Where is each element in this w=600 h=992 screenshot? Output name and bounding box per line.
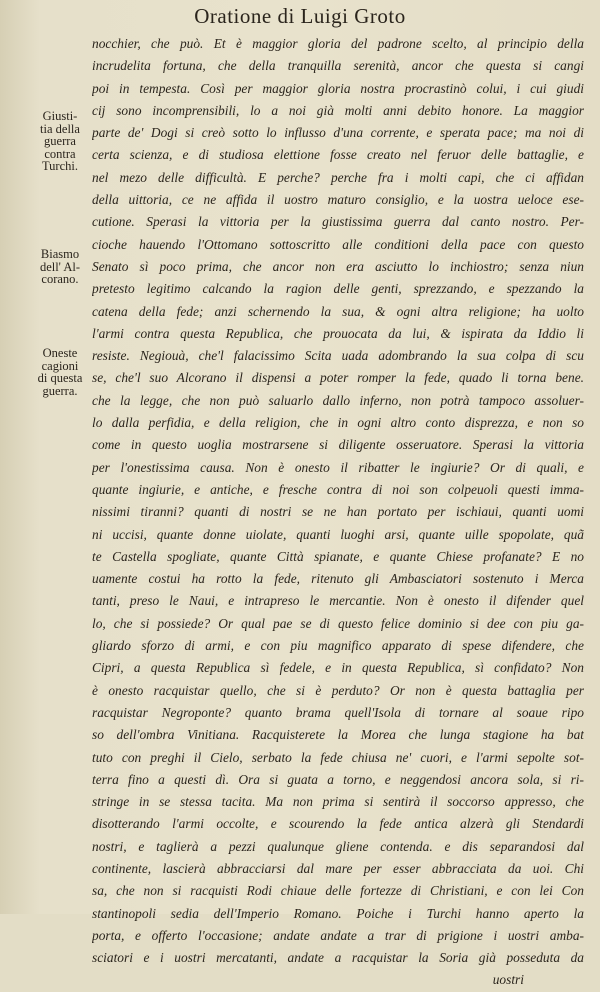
margin-note-line: guerra.	[42, 383, 78, 398]
text-line: stantinopoli sedia dell'Imperio Romano. Poiche i Turchi hanno aperto la	[92, 905, 584, 921]
running-header: Oratione di Luigi Groto	[194, 4, 406, 28]
margin-note-justice-of-war	[30, 110, 90, 173]
text-line: nissimi tiranni? quanti di nostri se ne han portato per ischiaui, quanti uomi	[92, 504, 584, 520]
text-line: catena della fede; anzi schernendo la sua, & ogni altra religione; ha uolto	[92, 303, 584, 319]
margin-note-line: contra	[44, 146, 76, 161]
text-line: so dell'ombra Vinitiana. Racquisterete la Morea che lunga stagione ha bat	[92, 727, 584, 743]
text-line: uamente costui ha rotto la fede, ritenuto gli Ambasciatori sostenuto i Merca	[92, 571, 584, 587]
text-line: nostri, e taglierà a pezzi qualunque gliene contenda. e dis separandosi dal	[92, 838, 584, 854]
text-line: Cipri, a questa Republica sì fedele, e in questa Republica, sì confidato? Non	[92, 660, 584, 676]
text-line: è onesto racquistar quello, che si è perduto? Or non è questa battaglia per	[92, 682, 584, 698]
text-line: stringe in se stessa tacita. Ma non prima si sentirà il soccorso appresso, che	[92, 794, 584, 810]
text-line: incrudelita fortuna, che della tranquilla serenità, ancor che questa si cangi	[92, 58, 584, 74]
text-line: Senato sì poco prima, che ancor non era asciutto lo inchiostro; senza niun	[92, 258, 584, 274]
margin-note-blame-of-alcoran	[30, 248, 90, 286]
margin-note-line: dell' Al-	[39, 259, 81, 274]
margin-note-line: tia della	[40, 121, 80, 136]
text-line: tuto con preghi il Cielo, serbato la fede chiusa ne' cuori, e l'armi sepolte sot-	[92, 749, 584, 765]
text-line: gliardo sforzo di armi, e con piu magnifico apparato di spese difendere, che	[92, 638, 584, 654]
text-line: se, che'l suo Alcorano il dispensi a poter romper la fede, quado li torna bene.	[92, 370, 584, 386]
margin-note-line: Giusti-	[42, 109, 78, 123]
text-line: per l'onestissima causa. Non è onesto il ribatter le ingiurie? Or di quali, e	[92, 459, 584, 475]
text-line: pretesto legitimo calcando la ragion delle genti, sprezzando, e spezzando la	[92, 281, 584, 297]
text-line: lo, che si possiede? Or qual pae se di questo felice dominio si dee con piu ga-	[92, 615, 584, 631]
text-line: terra fino a questi dì. Ora si guata a torno, e neggendosi ancora sola, si ri-	[92, 771, 584, 787]
text-line: come in questo uoglia mostrarsene si diligente osseruatore. Sperasi la vittoria	[92, 437, 584, 453]
text-line: sciatori e i uostri mercatanti, andate a racquistar la Soria già posseduta da	[92, 950, 584, 966]
text-line: cutione. Sperasi la vittoria per la giustissima guerra dal canto nostro. Per-	[92, 214, 584, 230]
text-line: certa scienza, e di studiosa elettione fosse creato nel feruor delle battaglie, e	[92, 147, 584, 163]
text-line: che la legge, che non può saluarlo dallo inferno, non potrà tampoco assoluer-	[92, 392, 584, 408]
margin-note-line: corano.	[41, 272, 79, 287]
text-line: te Castella spogliate, quante Città spianate, e quante Chiese profanate? E no	[92, 548, 584, 564]
text-line: nel mezo delle difficultà. E perche? perche fra i molti capi, che ci affidan	[92, 169, 584, 185]
text-line: sa, che non si racquisti Rodi chiaue delle fortezze di Christiani, e con lei Con	[92, 883, 584, 899]
text-line: continente, lascierà abbracciarsi dal mare per esser abbracciata da uoi. Chi	[92, 860, 584, 876]
margin-note-honest-causes	[30, 347, 90, 397]
margin-note-line: cagioni	[41, 358, 79, 373]
text-line: quante ingiurie, e antiche, e fresche contra di noi son colpeuoli questi imma-	[92, 481, 584, 497]
text-line: nocchier, che può. Et è maggior gloria del padrone scelto, al principio della	[92, 36, 584, 51]
text-line: poi in tempesta. Così per maggior gloria nostra procrastinò colui, i cui giudi	[92, 80, 584, 96]
text-line: cij sono incomprensibili, lo a noi già molti anni debito honore. La maggior	[92, 102, 584, 118]
text-line: cioche hauendo l'Ottomano sottoscritto alle conditioni della pace con questo	[92, 236, 584, 252]
text-line: ni uccisi, quante donne uiolate, quanti luoghi arsi, quante uille spopolate, quã	[92, 526, 584, 542]
catchword: uostri	[492, 972, 524, 988]
text-line: lo dalla perfidia, e della religion, che in ogni altro conto disprezza, e non so	[92, 415, 584, 431]
margin-note-line: guerra	[44, 134, 76, 149]
text-line: della uittoria, ce ne affida il uostro maturo consiglio, e la uostra ueloce ese-	[92, 192, 584, 208]
body-text	[92, 33, 584, 992]
text-line: tanti, preso le Naui, e intrapreso le mercantie. Non è onesto il difender quel	[92, 593, 584, 609]
text-line: l'armi contra questa Republica, che prouocata da lui, & ispirata da Iddio li	[92, 325, 584, 341]
margin-note-line: Biasmo	[40, 247, 80, 261]
text-line: disotterando l'armi occolte, e scourendo la fede antica alzerà gli Stendardi	[92, 816, 584, 832]
margin-note-line: Turchi.	[41, 159, 78, 174]
margin-note-line: di questa	[37, 371, 83, 386]
text-line: parte de' Dogi si creò sotto lo influsso d'una corrente, e sperata pace; ma noi di	[92, 125, 584, 141]
margin-note-line: Oneste	[42, 346, 78, 360]
text-line: porta, e offerto l'occasione; andate andate a trar di prigione i uostri amba-	[92, 927, 584, 943]
text-line: resiste. Negiouà, che'l falacissimo Scita uada adombrando la sua colpa di scu	[92, 348, 584, 364]
text-line: racquistar Negroponte? quanto brama quell'Isola di tornare al soaue ripo	[92, 704, 584, 720]
